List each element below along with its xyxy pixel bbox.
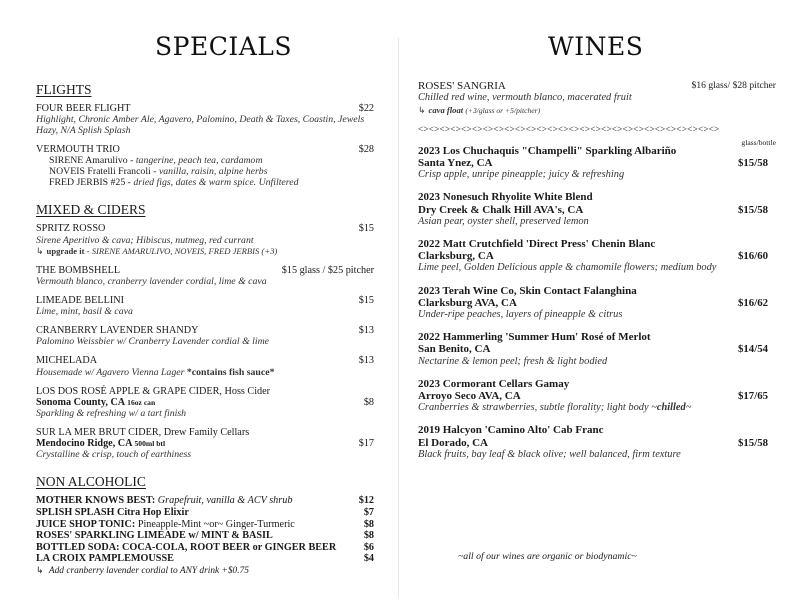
item-name: LIMEADE BELLINI bbox=[36, 295, 124, 307]
item-name: FOUR BEER FLIGHT bbox=[36, 103, 131, 114]
wine-price: $15/58 bbox=[738, 436, 768, 449]
item-desc: Vermouth blanco, cranberry lavender cordial, lime & cava bbox=[36, 276, 267, 288]
item-price: $8 bbox=[363, 530, 374, 542]
wine-name: 2023 Los Chuchaquis "Champelli" Sparkling Albariño bbox=[418, 144, 677, 157]
michelada-desc: Housemade w/ Agavero Vienna Lager bbox=[36, 366, 185, 378]
non-alcoholic-heading: NON ALCOHOLIC bbox=[36, 474, 146, 490]
item-name: MICHELADA bbox=[36, 355, 98, 367]
cordial-note bbox=[36, 565, 382, 577]
los-dos-cider bbox=[36, 386, 382, 419]
item-name: LA CROIX PAMPLEMOUSSE bbox=[36, 553, 174, 565]
item-price: $15 glass / $25 pitcher bbox=[281, 264, 374, 276]
cranberry-lavender-shandy bbox=[36, 325, 382, 347]
spritz-rosso bbox=[36, 223, 382, 256]
item-origin bbox=[36, 397, 155, 408]
wine-desc: Black fruits, bay leaf & black olive; well balanced, firm texture bbox=[418, 448, 681, 460]
wine-desc: Under-ripe peaches, layers of pineapple & citrus bbox=[418, 309, 623, 321]
wine-origin: Arroyo Seco AVA, CA bbox=[418, 390, 521, 403]
upgrade-label: upgrade it bbox=[46, 245, 85, 256]
wine-origin: Santa Ynez, CA bbox=[418, 157, 493, 170]
list-item bbox=[36, 519, 382, 531]
item-price: $6 bbox=[363, 541, 374, 553]
list-item bbox=[36, 542, 382, 554]
float-label: cava float bbox=[428, 105, 464, 116]
wine-desc bbox=[418, 402, 776, 414]
the-bombshell bbox=[36, 265, 382, 287]
item-price: $13 bbox=[358, 355, 374, 367]
specials-title: SPECIALS bbox=[155, 32, 292, 61]
wine-price: $15/58 bbox=[738, 157, 768, 170]
item-desc: Sirene Aperitivo & cava; Hibiscus, nutmeg, red currant bbox=[36, 234, 254, 246]
item-name: LOS DOS ROSÉ APPLE & GRAPE CIDER, Hoss Cider bbox=[36, 385, 271, 397]
wine-desc: Crisp apple, unripe pineapple; juicy & refreshing bbox=[418, 169, 625, 181]
wine-desc: Asian pear, oyster shell, preserved lemon bbox=[418, 215, 589, 227]
wine-origin: Clarksburg AVA, CA bbox=[418, 296, 517, 309]
item-origin bbox=[36, 438, 165, 449]
vermouth-trio bbox=[36, 144, 382, 188]
item-name: SPRITZ ROSSO bbox=[36, 223, 106, 235]
item-price: $15 bbox=[358, 295, 374, 307]
wine-origin: San Benito, CA bbox=[418, 343, 491, 356]
wine-item bbox=[418, 145, 776, 182]
wine-name: 2019 Halcyon 'Camino Alto' Cab Franc bbox=[418, 424, 604, 437]
chilled-label: chilled bbox=[656, 402, 686, 414]
item-desc: Grapefruit, vanilla & ACV shrub bbox=[157, 495, 293, 507]
wine-price: $17/65 bbox=[738, 390, 768, 403]
wine-price: $16/62 bbox=[738, 296, 768, 309]
michelada bbox=[36, 355, 382, 377]
note-text: Add cranberry lavender cordial to ANY drink +$0.75 bbox=[48, 566, 249, 576]
sangria-name: ROSES' SANGRIA bbox=[418, 80, 506, 92]
item-desc: Sparkling & refreshing w/ a tart finish bbox=[36, 408, 187, 420]
item-desc: Highlight, Chronic Amber Ale, Agavero, Palomino, Death & Taxes, Coastin, Jewels Hazy, N/A Splish Splash bbox=[36, 114, 365, 137]
item-desc bbox=[36, 367, 382, 378]
item-price: $4 bbox=[363, 553, 374, 565]
specials-column bbox=[36, 82, 382, 577]
wine-price: $14/54 bbox=[738, 343, 768, 356]
list-item bbox=[36, 495, 382, 507]
item-name: MOTHER KNOWS BEST: bbox=[36, 495, 156, 507]
wine-desc: Nectarine & lemon peel; fresh & light bodied bbox=[418, 355, 608, 367]
four-beer-flight bbox=[36, 103, 382, 136]
column-divider bbox=[398, 38, 399, 598]
wine-item bbox=[418, 238, 776, 275]
size-text: 16oz can bbox=[127, 397, 156, 407]
vermouth-desc: dried figs, dates & warm spice. Unfiltered bbox=[133, 177, 299, 189]
upgrade-detail: SIRENE AMARULIVO, NOVEIS, FRED JERBIS (+3) bbox=[91, 245, 278, 256]
vermouth-name: FRED JERBIS #25 bbox=[49, 177, 126, 189]
list-item bbox=[36, 553, 382, 565]
wine-origin: Dry Creek & Chalk Hill AVA's, CA bbox=[418, 203, 584, 216]
item-name: BOTTLED SODA: COCA-COLA, ROOT BEER or GINGER BEER bbox=[36, 541, 337, 553]
flights-heading: FLIGHTS bbox=[36, 82, 92, 97]
organic-footer: ~all of our wines are organic or biodynamic~ bbox=[458, 551, 637, 562]
size-text: 500ml btl bbox=[134, 439, 166, 449]
vermouth-line: FRED JERBIS #25 - dried figs, dates & warm spice. Unfiltered bbox=[49, 177, 299, 189]
upgrade-note: ↳ upgrade it - SIRENE AMARULIVO, NOVEIS, FRED JERBIS (+3) bbox=[36, 245, 278, 256]
wines-title: WINES bbox=[548, 32, 644, 61]
vermouth-name: SIRENE Amarulivo bbox=[49, 155, 128, 167]
wine-item bbox=[418, 424, 776, 461]
sur-la-mer-cider bbox=[36, 427, 382, 460]
limeade-bellini bbox=[36, 295, 382, 317]
sangria-desc: Chilled red wine, vermouth blanco, macerated fruit bbox=[418, 92, 632, 104]
item-desc: Palomino Weissbier w/ Cranberry Lavender cordial & lime bbox=[36, 336, 270, 348]
item-price: $8 bbox=[363, 518, 374, 530]
wine-price: $15/58 bbox=[738, 203, 768, 216]
list-item bbox=[36, 507, 382, 519]
item-price: $8 bbox=[363, 396, 374, 408]
item-price: $12 bbox=[358, 495, 374, 507]
item-name: ROSES' SPARKLING LIMEADE w/ MINT & BASIL bbox=[36, 530, 273, 542]
item-price: $28 bbox=[358, 144, 374, 156]
origin-text: Sonoma County, CA bbox=[36, 396, 125, 408]
wine-item bbox=[418, 285, 776, 322]
vermouth-desc: tangerine, peach tea, cardamom bbox=[135, 155, 263, 167]
item-name: SPLISH SPLASH Citra Hop Elixir bbox=[36, 507, 189, 519]
chevron-divider: <><><><><><><><><><><><><><><><><><><><><><><><><><><><> bbox=[418, 123, 720, 134]
item-price: $13 bbox=[358, 325, 374, 337]
item-name: SUR LA MER BRUT CIDER, Drew Family Cellars bbox=[36, 427, 250, 439]
wine-item bbox=[418, 378, 776, 415]
sangria bbox=[418, 80, 776, 118]
wine-price: $16/60 bbox=[738, 250, 768, 263]
item-name: THE BOMBSHELL bbox=[36, 264, 121, 276]
wine-name: 2022 Hammerling 'Summer Hum' Rosé of Merlot bbox=[418, 331, 651, 344]
item-desc: Crystalline & crisp, touch of earthiness bbox=[36, 449, 192, 461]
list-item bbox=[36, 530, 382, 542]
item-name: VERMOUTH TRIO bbox=[36, 144, 120, 156]
wine-item bbox=[418, 331, 776, 368]
item-price: $7 bbox=[363, 507, 374, 519]
wine-origin: El Dorado, CA bbox=[418, 436, 488, 449]
wine-desc: Lime peel, Golden Delicious apple & chamomile flowers; medium body bbox=[418, 262, 717, 274]
wine-name: 2023 Terah Wine Co, Skin Contact Falanghina bbox=[418, 284, 637, 297]
item-name: JUICE SHOP TONIC: bbox=[36, 518, 136, 530]
vermouth-name: NOVEIS Fratelli Francoli bbox=[49, 166, 151, 178]
wine-desc-tail: ~ bbox=[685, 402, 692, 414]
item-desc: Lime, mint, basil & cava bbox=[36, 306, 133, 318]
wine-origin: Clarksburg, CA bbox=[418, 250, 494, 263]
non-alcoholic-list bbox=[36, 495, 382, 577]
sangria-price: $16 glass/ $28 pitcher bbox=[691, 80, 776, 91]
return-arrow-icon: ↳ bbox=[36, 565, 44, 575]
cava-float-note bbox=[418, 104, 776, 117]
wine-item bbox=[418, 191, 776, 228]
vermouth-line: NOVEIS Fratelli Francoli - vanilla, raisin, alpine herbs bbox=[49, 166, 268, 178]
return-arrow-icon: ↳ bbox=[36, 245, 44, 256]
vermouth-desc: vanilla, raisin, alpine herbs bbox=[158, 166, 268, 178]
item-price: $17 bbox=[358, 438, 374, 450]
wines-column bbox=[418, 80, 776, 471]
wine-name: 2023 Nonesuch Rhyolite White Blend bbox=[418, 191, 593, 204]
wine-desc-text: Cranberries & strawberries, subtle florality; light body ~ bbox=[418, 402, 657, 414]
item-price: $22 bbox=[358, 103, 374, 114]
fish-sauce-warning: *contains fish sauce* bbox=[186, 366, 275, 378]
return-arrow-icon: ↳ bbox=[418, 105, 426, 116]
item-price: $15 bbox=[358, 223, 374, 235]
vermouth-line: SIRENE Amarulivo - tangerine, peach tea, cardamom bbox=[49, 155, 263, 167]
float-detail: (+3/glass or +5/pitcher) bbox=[465, 106, 541, 116]
wine-name: 2023 Cormorant Cellars Gamay bbox=[418, 377, 570, 390]
item-desc: Pineapple-Mint ~or~ Ginger-Turmeric bbox=[137, 518, 295, 530]
wine-name: 2022 Matt Crutchfield 'Direct Press' Chenin Blanc bbox=[418, 238, 656, 251]
origin-text: Mendocino Ridge, CA bbox=[36, 438, 132, 450]
glass-bottle-label: glass/bottle bbox=[741, 137, 776, 147]
item-name: CRANBERRY LAVENDER SHANDY bbox=[36, 325, 199, 337]
mixed-ciders-heading: MIXED & CIDERS bbox=[36, 202, 146, 218]
